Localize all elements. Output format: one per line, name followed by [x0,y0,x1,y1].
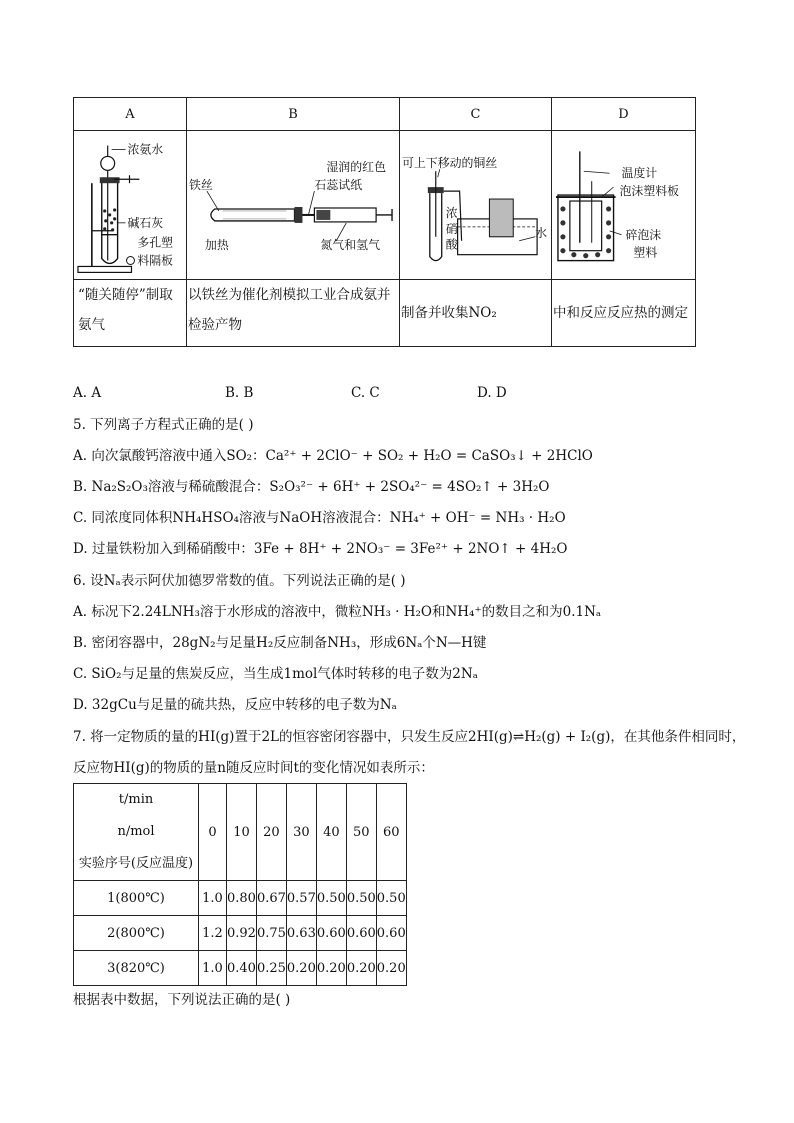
experiment-table-header [74,98,696,131]
cell: 0.20 [316,951,346,986]
fig-a-label-porous1: 多孔塑 [137,235,174,250]
q4-option-d[interactable]: D. D [477,385,507,401]
q6-option-d[interactable]: D. 32gCu与足量的硫共热，反应中转移的电子数为Nₐ [73,697,397,713]
cell: 0.25 [256,951,286,986]
fig-c-label-acid: 酸 [445,237,458,252]
cell: 0.57 [286,881,316,916]
q7-stem: 7. 将一定物质的量的HI(g)置于2L的恒容密闭容器中，只发生反应2HI(g)⇌H₂(g) + I₂(g)，在其他条件相同时， [73,729,746,745]
q4-option-b[interactable]: B. B [225,385,254,401]
fig-c-label-wire: 可上下移动的铜丝 [401,156,498,171]
figure-c [400,131,552,280]
apparatus-a-diagram [74,131,186,279]
table-row [74,916,407,951]
head-experiment: 实验序号(反应温度) [78,856,194,871]
q6-option-a[interactable]: A. 标况下2.24LNH₃溶于水形成的溶液中，微粒NH₃ · H₂O和NH₄⁺的数目之和为0.1Nₐ [73,604,602,620]
cell: 0.40 [227,951,257,986]
apparatus-b-diagram [187,131,399,279]
cell: 0.50 [376,881,406,916]
table-row [74,951,407,986]
q5-option-d[interactable]: D. 过量铁粉加入到稀硝酸中：3Fe + 8H⁺ + 2NO₃⁻ = 3Fe²⁺ + 2NO↑ + 4H₂O [73,541,568,557]
desc-a: “随关随停”制取氨气 [74,280,187,347]
cell: 0.60 [316,916,346,951]
cell: 0.20 [346,951,376,986]
q7-stem-2: 反应物HI(g)的物质的量n随反应时间t的变化情况如表所示： [73,760,434,776]
fig-d-label-foam1: 碎泡沫 [625,227,662,242]
experiment-figures [74,131,696,280]
q6-stem: 6. 设Nₐ表示阿伏加德罗常数的值。下列说法正确的是( ) [73,573,406,589]
fig-d-label-foam2: 塑料 [633,245,658,260]
q5-option-b[interactable]: B. Na₂S₂O₃溶液与稀硫酸混合：S₂O₃²⁻ + 6H⁺ + 2SO₄²⁻ = 4SO₂↑ + 3H₂O [73,479,550,495]
q7-after-table: 根据表中数据，下列说法正确的是( ) [73,992,291,1008]
header-d: D [552,98,696,131]
experiment-descriptions [74,280,696,347]
fig-a-label-porous2: 料隔板 [137,253,174,268]
desc-c: 制备并收集NO₂ [400,280,552,347]
cell: 0.80 [227,881,257,916]
q5-option-c[interactable]: C. 同浓度同体积NH₄HSO₄溶液与NaOH溶液混合：NH₄⁺ + OH⁻ = NH₃ · H₂O [73,510,566,526]
q5-option-a[interactable]: A. 向次氯酸钙溶液中通入SO₂：Ca²⁺ + 2ClO⁻ + SO₂ + H₂O = CaSO₃↓ + 2HClO [73,448,593,464]
cell: 0.60 [376,916,406,951]
cell: 0.67 [256,881,286,916]
time-50: 50 [346,784,376,881]
header-c: C [400,98,552,131]
fig-a-label-ammonia: 浓氨水 [127,142,164,157]
desc-b: 以铁丝为催化剂模拟工业合成氨并检验产物 [187,280,400,347]
header-a: A [74,98,187,131]
desc-d: 中和反应反应热的测定 [552,280,696,347]
fig-d-label-thermometer: 温度计 [621,166,658,181]
fig-c-label-conc: 浓 [445,205,458,220]
cell: 1.0 [199,951,227,986]
fig-b-label-iron: 铁丝 [188,178,213,193]
row-label: 2(800℃) [74,916,199,951]
time-10: 10 [227,784,257,881]
cell: 0.75 [256,916,286,951]
cell: 0.20 [376,951,406,986]
data-table-header-row [74,784,407,881]
table-row [74,881,407,916]
time-20: 20 [256,784,286,881]
row-label: 3(820℃) [74,951,199,986]
experiment-table [73,97,696,347]
time-40: 40 [316,784,346,881]
cell: 0.20 [286,951,316,986]
head-amount: n/mol [117,824,155,839]
fig-b-label-heat: 加热 [204,237,229,252]
apparatus-d-diagram [552,131,695,279]
header-b: B [187,98,400,131]
fig-b-label-litmus2: 石蕊试纸 [314,178,363,193]
q6-option-b[interactable]: B. 密闭容器中，28gN₂与足量H₂反应制备NH₃，形成6Nₐ个N—H键 [73,635,487,651]
fig-c-label-nitric: 硝 [445,221,458,236]
q6-option-c[interactable]: C. SiO₂与足量的焦炭反应，当生成1mol气体时转移的电子数为2Nₐ [73,666,478,682]
fig-c-label-water: 水 [535,225,548,240]
figure-a [74,131,187,280]
figure-d [552,131,696,280]
q4-option-a[interactable]: A. A [73,385,102,401]
fig-b-label-litmus1: 湿润的红色 [326,160,387,175]
cell: 0.92 [227,916,257,951]
data-table-corner [74,784,199,881]
cell: 0.60 [346,916,376,951]
cell: 0.50 [346,881,376,916]
fig-a-label-sodalime: 碱石灰 [127,215,164,230]
fig-d-label-board: 泡沫塑料板 [619,184,680,199]
time-30: 30 [286,784,316,881]
cell: 0.50 [316,881,346,916]
time-0: 0 [199,784,227,881]
figure-b [187,131,400,280]
time-60: 60 [376,784,406,881]
cell: 1.0 [199,881,227,916]
q5-stem: 5. 下列离子方程式正确的是( ) [73,417,254,433]
cell: 0.63 [286,916,316,951]
apparatus-c-diagram [400,131,551,279]
cell: 1.2 [199,916,227,951]
row-label: 1(800℃) [74,881,199,916]
head-time: t/min [118,792,154,807]
hi-data-table [73,783,407,986]
fig-b-label-gas: 氮气和氢气 [320,237,381,252]
q4-option-c[interactable]: C. C [351,385,380,401]
